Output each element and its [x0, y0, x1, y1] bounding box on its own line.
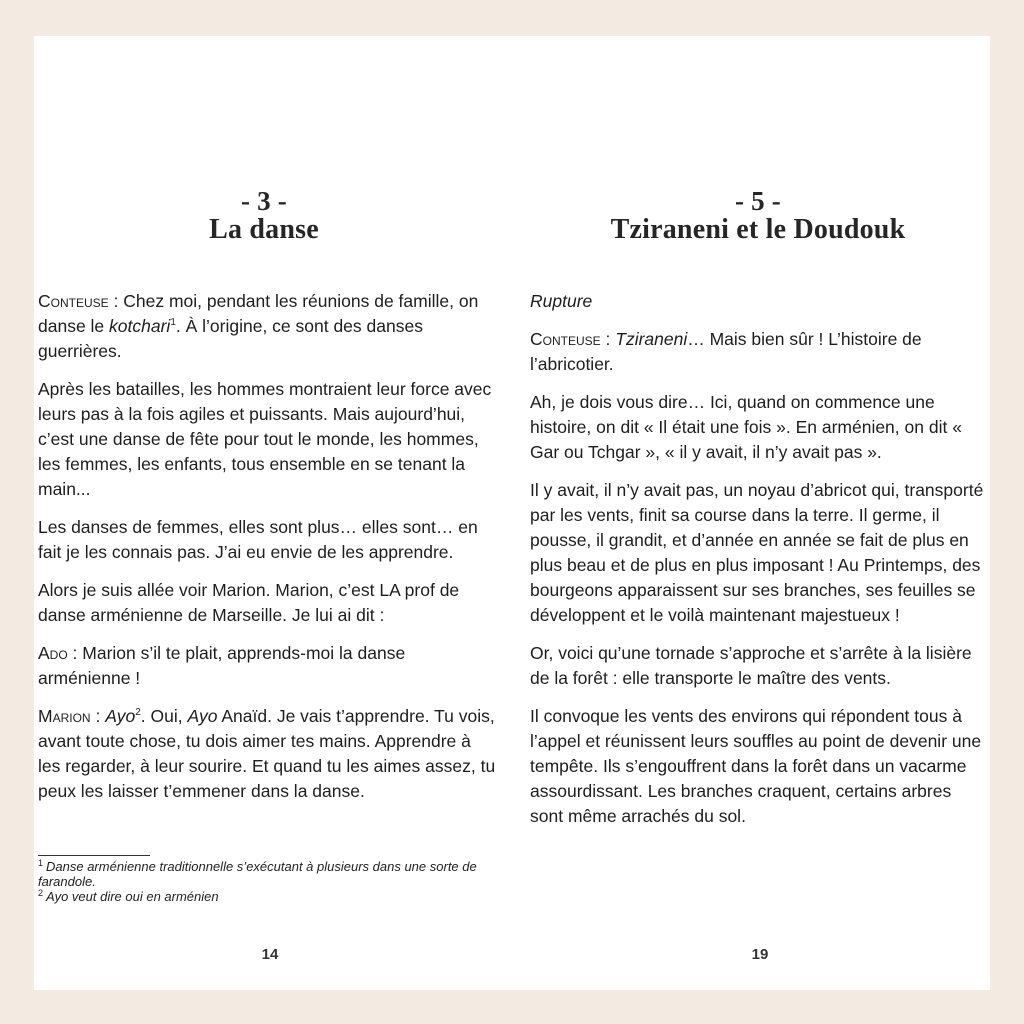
- page-body: [38, 289, 498, 817]
- paragraph: Il convoque les vents des environs qui répondent tous à l’appel et réunissent leurs souffles au point de devenir une tempête. Ils s’engouffrent dans la forêt dans un vacarme assourdissant. Les branches craquent, certains arbres sont même arrachés du sol.: [530, 706, 982, 826]
- paragraph-text: Chez moi, pendant les réunions de famille, on danse le: [38, 291, 479, 336]
- page-number: 19: [751, 946, 769, 963]
- page-number: 14: [261, 946, 279, 963]
- paragraph-text: . Oui,: [140, 706, 188, 726]
- paragraph: Ah, je dois vous dire… Ici, quand on commence une histoire, on dit « Il était une fois ». En arménien, on dit « Gar ou Tchgar », « il y avait, il n’y avait pas ».: [530, 392, 962, 462]
- paragraph: Après les batailles, les hommes montraient leur force avec leurs pas à la fois agiles et puissants. Mais aujourd’hui, c’est une danse de fête pour tout le monde, les hommes, les femmes, les enfants, tous ensemble en se tenant la main...: [38, 379, 492, 499]
- chapter-number: - 5 -: [735, 186, 781, 216]
- paragraph: Alors je suis allée voir Marion. Marion, c’est LA prof de danse arménienne de Marseille. Je lui ai dit :: [38, 580, 460, 625]
- footnote-text: Danse arménienne traditionnelle s’exécutant à plusieurs dans une sorte de farandole.: [38, 859, 477, 889]
- footnote: [38, 889, 498, 904]
- page-body: [530, 289, 988, 842]
- footnote-number: 1: [38, 857, 44, 868]
- right-page: [530, 36, 988, 990]
- italic-term: kotchari: [109, 316, 171, 336]
- footnote-divider: [38, 855, 150, 856]
- left-page: [38, 36, 502, 990]
- footnote-ref: 1: [170, 317, 176, 329]
- footnotes: [38, 859, 498, 904]
- speaker-label: Conteuse :: [530, 329, 611, 349]
- paragraph: Les danses de femmes, elles sont plus… elles sont… en fait je les connais pas. J’ai eu envie de les apprendre.: [38, 517, 478, 562]
- paragraph: [38, 641, 498, 691]
- paragraph: Il y avait, il n’y avait pas, un noyau d’abricot qui, transporté par les vents, finit sa course dans la terre. Il germe, il pousse, il grandit, et d’année en année se fait de plus en plus beau et de plus en plus imposant ! Au Printemps, des bourgeons apparaissent sur ses branches, ses feuilles se développent et le voilà maintenant majestueux !: [530, 480, 984, 625]
- footnote-text: Ayo veut dire oui en arménien: [46, 889, 219, 904]
- italic-term: Tziraneni: [615, 329, 688, 349]
- italic-term: Ayo: [187, 706, 218, 726]
- footnote-ref: 2: [135, 707, 141, 719]
- chapter-title: Tziraneni et le Doudouk: [610, 214, 906, 245]
- footnote: [38, 859, 498, 889]
- paragraph: [38, 289, 498, 364]
- paragraph-text: Anaïd. Je vais t’apprendre. Tu vois, avant toute chose, tu dois aimer tes mains. Apprendre à les regarder, à leur sourire. Et quand tu les aimes assez, tu peux les laisser t’emmener dans la danse.: [38, 706, 496, 801]
- stage-direction: Rupture: [530, 291, 593, 311]
- paragraph: [530, 327, 988, 377]
- paragraph-text: … Mais bien sûr ! L’histoire de l’abricotier.: [530, 329, 922, 374]
- footnote-number: 2: [38, 887, 44, 898]
- paragraph: [38, 704, 498, 804]
- chapter-number: - 3 -: [241, 186, 287, 216]
- speaker-label: Conteuse :: [38, 291, 119, 311]
- paragraph-text: Marion s’il te plait, apprends-moi la danse arménienne !: [38, 643, 406, 688]
- chapter-title: La danse: [209, 214, 319, 245]
- speaker-label: Ado :: [38, 643, 78, 663]
- paragraph-text: . À l’origine, ce sont des danses guerrières.: [38, 316, 423, 361]
- paragraph: Or, voici qu’une tornade s’approche et s’arrête à la lisière de la forêt : elle transporte le maître des vents.: [530, 643, 972, 688]
- book-spread: [34, 36, 990, 990]
- speaker-label: Marion :: [38, 706, 101, 726]
- italic-term: Ayo: [105, 706, 136, 726]
